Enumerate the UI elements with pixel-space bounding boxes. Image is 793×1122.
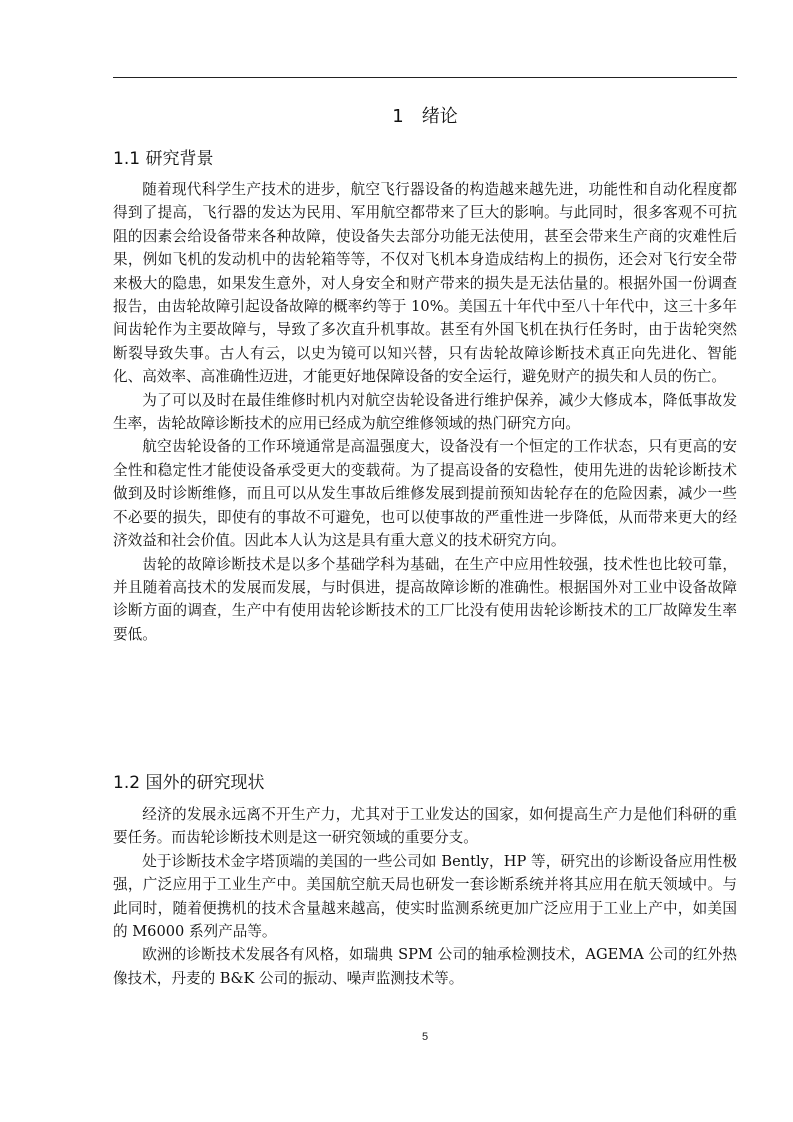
paragraph: 欧洲的诊断技术发展各有风格，如瑞典 SPM 公司的轴承检测技术，AGEMA 公司的红外热像技术，丹麦的 B&K 公司的振动、噪声监测技术等。: [113, 946, 737, 987]
section-1-2-body: [113, 803, 737, 990]
chapter-title: 1 绪论: [392, 106, 458, 127]
section-heading-1-1: 1.1 研究背景: [113, 149, 214, 169]
page-number: 5: [421, 1031, 429, 1043]
paragraph: 经济的发展永远离不开生产力，尤其对于工业发达的国家，如何提高生产力是他们科研的重要任务。而齿轮诊断技术则是这一研究领域的重要分支。: [113, 806, 737, 847]
header-rule: [113, 77, 737, 78]
paragraph: 处于诊断技术金字塔顶端的美国的一些公司如 Bently，HP 等，研究出的诊断设备应用性极强，广泛应用于工业生产中。美国航空航天局也研发一套诊断系统并将其应用在航天领域中。与此同时，随着便携机的技术含量越来越高，使实时监测系统更加广泛应用于工业上产中，如美国的 M6000 系列产品等。: [113, 852, 737, 941]
section-1-1-body: [113, 178, 737, 646]
section-heading-1-2: 1.2 国外的研究现状: [113, 773, 265, 793]
paragraph: 随着现代科学生产技术的进步，航空飞行器设备的构造越来越先进，功能性和自动化程度都得到了提高，飞行器的发达为民用、军用航空都带来了巨大的影响。与此同时，很多客观不可抗阻的因素会给设备带来各种故障，使设备失去部分功能无法使用，甚至会带来生产商的灾难性后果，例如飞机的发动机中的齿轮箱等等，不仅对飞机本身造成结构上的损伤，还会对飞行安全带来极大的隐患，如果发生意外，对人身安全和财产带来的损失是无法估量的。根据外国一份调查报告，由齿轮故障引起设备故障的概率约等于 10%。美国五十年代中至八十年代中，这三十多年间齿轮作为主要故障与，导致了多次直升机事故。甚至有外国飞机在执行任务时，由于齿轮突然断裂导致失事。古人有云，以史为镜可以知兴替，只有齿轮故障诊断技术真正向先进化、智能化、高效率、高准确性迈进，才能更好地保障设备的安全运行，避免财产的损失和人员的伤亡。: [113, 181, 737, 386]
paragraph: 为了可以及时在最佳维修时机内对航空齿轮设备进行维护保养，减少大修成本，降低事故发生率，齿轮故障诊断技术的应用已经成为航空维修领域的热门研究方向。: [113, 391, 737, 433]
paragraph: 齿轮的故障诊断技术是以多个基础学科为基础，在生产中应用性较强，技术性也比较可靠，并且随着高技术的发展而发展，与时俱进，提高故障诊断的准确性。根据国外对工业中设备故障诊断方面的调查，生产中有使用齿轮诊断技术的工厂比没有使用齿轮诊断技术的工厂故障发生率要低。: [113, 555, 737, 643]
paragraph: 航空齿轮设备的工作环境通常是高温强度大，设备没有一个恒定的工作状态，只有更高的安全性和稳定性才能使设备承受更大的变载荷。为了提高设备的安稳性，使用先进的齿轮诊断技术做到及时诊断维修，而且可以从发生事故后维修发展到提前预知齿轮存在的危险因素，减少一些不必要的损失，即使有的事故不可避免，也可以使事故的严重性进一步降低，从而带来更大的经济效益和社会价值。因此本人认为这是具有重大意义的技术研究方向。: [113, 438, 737, 550]
